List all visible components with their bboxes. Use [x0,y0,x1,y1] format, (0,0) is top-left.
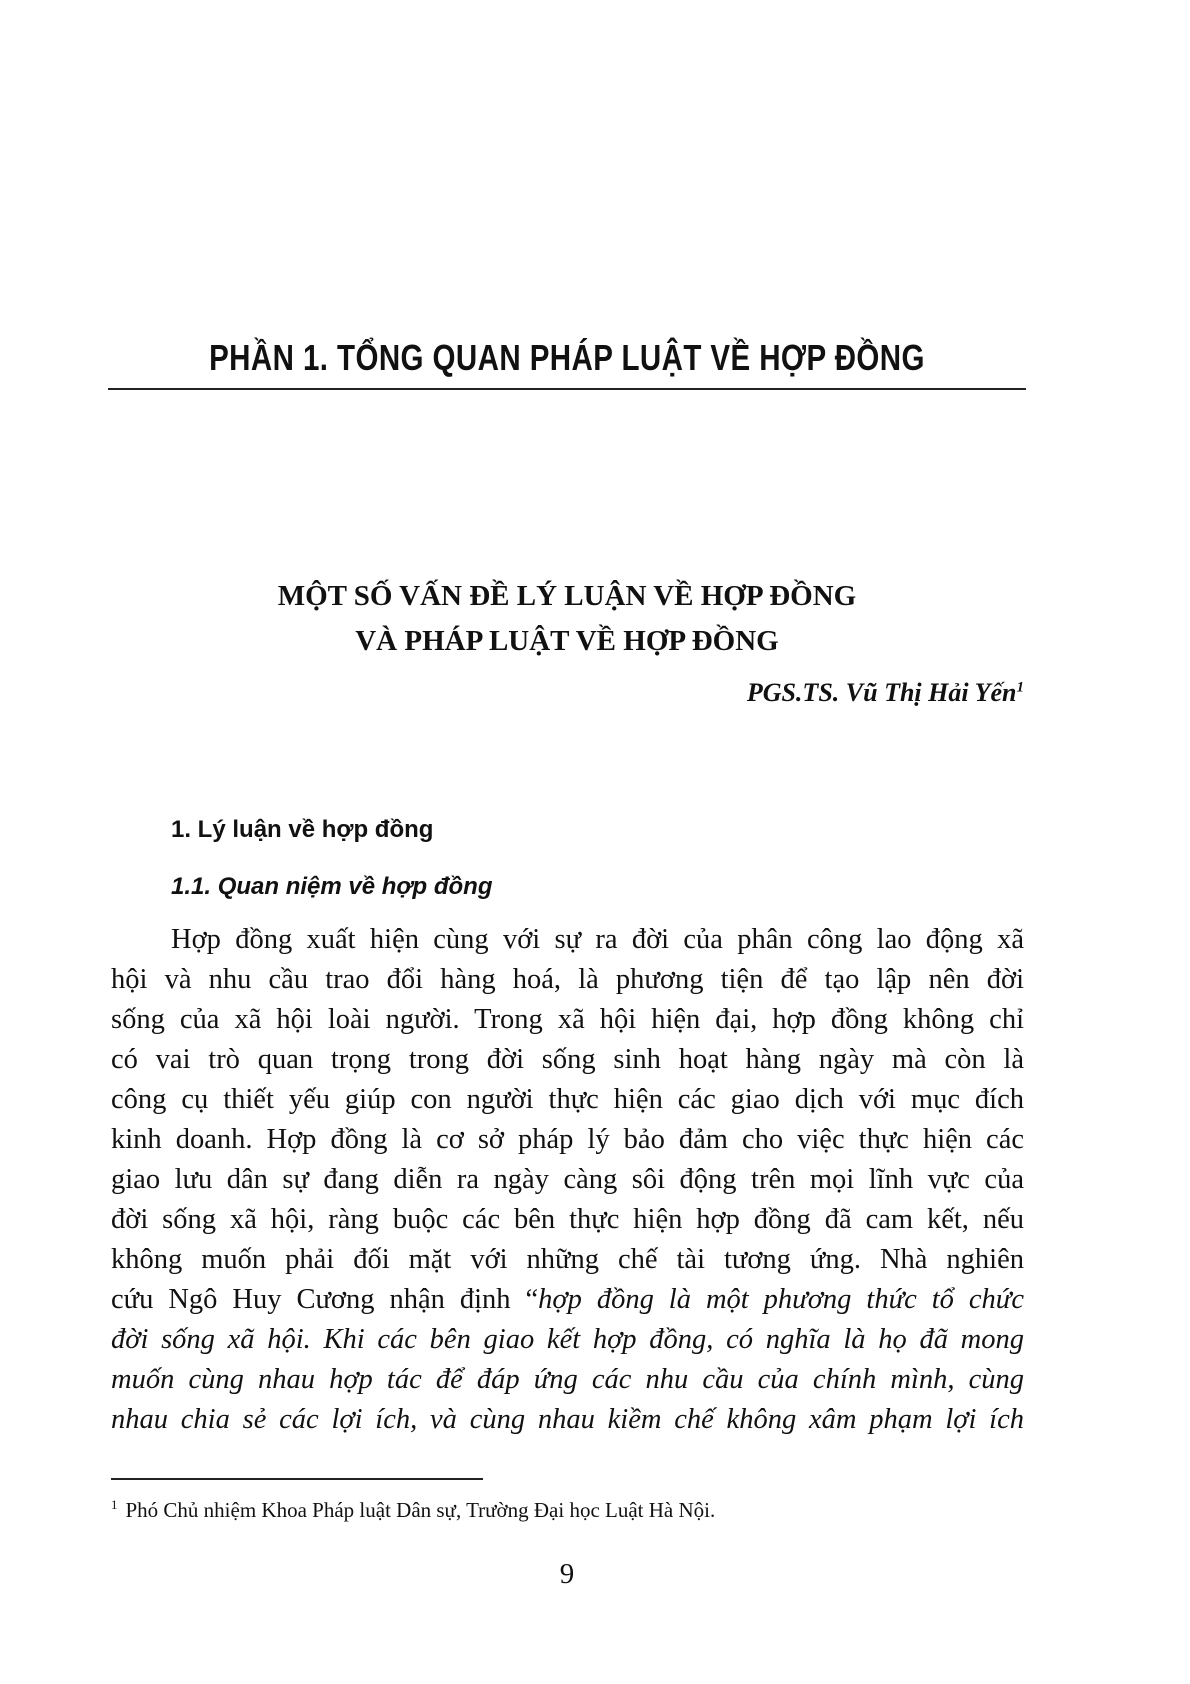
footnote-mark: 1 [111,1497,118,1512]
part-title-rule [108,388,1026,390]
author-footnote-mark[interactable]: 1 [1016,679,1024,696]
quote-line: đời sống xã hội. Khi các bên giao kết hợp đồng, có nghĩa là họ đã mong [111,1324,1024,1355]
body-line: không muốn phải đối mặt với những chế tài tương ứng. Nhà nghiên [111,1244,1024,1275]
body-line-mixed [111,1280,1024,1320]
body-line: Hợp đồng xuất hiện cùng với sự ra đời của phân công lao động xã [171,924,1024,955]
quote-line: muốn cùng nhau hợp tác để đáp ứng các nhu cầu của chính mình, cùng [111,1364,1024,1395]
author-line [747,678,1024,708]
body-line: kinh doanh. Hợp đồng là cơ sở pháp lý bảo đảm cho việc thực hiện các [111,1124,1024,1155]
body-line: hội và nhu cầu trao đổi hàng hoá, là phương tiện để tạo lập nên đời [111,964,1024,995]
body-line: có vai trò quan trọng trong đời sống sinh hoạt hàng ngày mà còn là [111,1044,1024,1075]
footnote-rule [111,1478,483,1480]
article-title-line-2: VÀ PHÁP LUẬT VỀ HỢP ĐỒNG [355,625,779,657]
article-title-line-1: MỘT SỐ VẤN ĐỀ LÝ LUẬN VỀ HỢP ĐỒNG [277,580,857,612]
quote-italic-part: hợp đồng là một phương thức tổ chức [538,1284,1024,1315]
page-number: 9 [559,1558,575,1590]
body-line: đời sống xã hội, ràng buộc các bên thực hiện hợp đồng đã cam kết, nếu [111,1204,1024,1235]
section-heading-1: 1. Lý luận về hợp đồng [171,816,434,843]
section-heading-1-1: 1.1. Quan niệm về hợp đồng [171,873,493,900]
body-line-plain-part: cứu Ngô Huy Cương nhận định “ [111,1284,539,1315]
footnote-text: Phó Chủ nhiệm Khoa Pháp luật Dân sự, Trường Đại học Luật Hà Nội. [125,1498,716,1522]
footnote [111,1497,715,1523]
article-title [108,574,1026,664]
quote-line: nhau chia sẻ các lợi ích, và cùng nhau kiềm chế không xâm phạm lợi ích [111,1404,1024,1435]
body-paragraph [111,920,1024,1440]
author-name: PGS.TS. Vũ Thị Hải Yến [746,678,1017,707]
body-line: công cụ thiết yếu giúp con người thực hiện các giao dịch với mục đích [111,1084,1024,1115]
part-title: PHẦN 1. TỔNG QUAN PHÁP LUẬT VỀ HỢP ĐỒNG [209,337,925,378]
body-line: giao lưu dân sự đang diễn ra ngày càng sôi động trên mọi lĩnh vực của [111,1164,1024,1195]
body-line: sống của xã hội loài người. Trong xã hội hiện đại, hợp đồng không chỉ [111,1004,1024,1035]
